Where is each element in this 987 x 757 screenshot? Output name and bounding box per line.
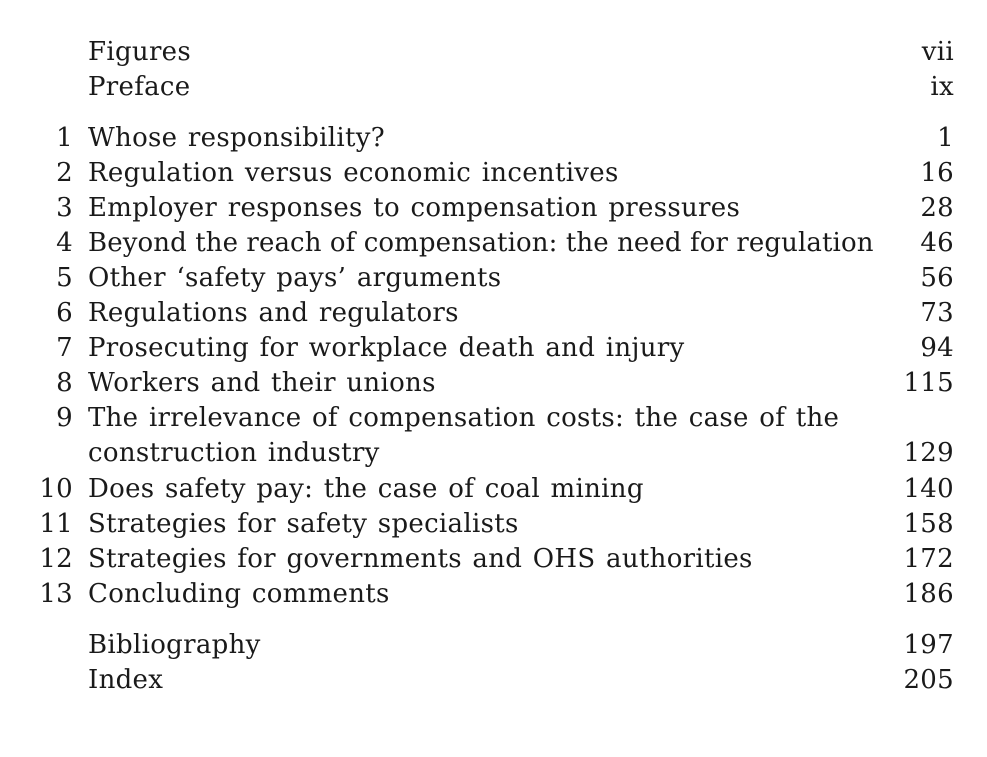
chapter-title-line-1: The irrelevance of compensation costs: the case of the (88, 403, 840, 433)
toc-chapter-3 (0, 191, 987, 226)
chapter-page: 186 (903, 579, 954, 609)
chapter-title: Regulations and regulators (88, 298, 459, 328)
chapter-number: 6 (56, 298, 73, 328)
toc-entry-title: Preface (88, 72, 191, 102)
toc-chapter-12 (0, 542, 987, 577)
chapter-page: 1 (937, 123, 954, 153)
toc-entry-preface (0, 70, 987, 105)
chapter-page: 158 (903, 509, 954, 539)
toc-chapter-11 (0, 507, 987, 542)
toc-chapter-8 (0, 366, 987, 401)
chapter-number: 7 (56, 333, 73, 363)
chapter-number: 11 (39, 509, 73, 539)
chapter-page: 16 (920, 158, 954, 188)
chapter-number: 1 (56, 123, 73, 153)
chapter-page: 140 (903, 474, 954, 504)
chapter-title: Concluding comments (88, 579, 390, 609)
chapter-number: 4 (56, 228, 73, 258)
toc-chapter-13 (0, 577, 987, 612)
toc-entry-title: Figures (88, 37, 192, 67)
chapter-number: 3 (56, 193, 73, 223)
toc-chapter-7 (0, 331, 987, 366)
chapter-title: Prosecuting for workplace death and injury (88, 333, 685, 363)
toc-entry-page: 197 (903, 630, 954, 660)
chapter-number: 8 (56, 368, 73, 398)
chapter-title: Whose responsibility? (88, 123, 385, 153)
chapter-title: Employer responses to compensation pressures (88, 193, 741, 223)
chapter-title: Beyond the reach of compensation: the need for regulation (88, 228, 874, 258)
chapter-number: 2 (56, 158, 73, 188)
chapter-title: Regulation versus economic incentives (88, 158, 619, 188)
toc-entry-title: Bibliography (88, 630, 261, 660)
chapter-number: 9 (56, 403, 73, 433)
toc-entry-page: 205 (903, 665, 954, 695)
toc-entry-index (0, 663, 987, 698)
toc-chapter-10 (0, 472, 987, 507)
toc-entry-figures (0, 35, 987, 70)
chapter-title-line-2: construction industry (88, 438, 380, 468)
toc-entry-page: vii (921, 37, 954, 67)
toc-chapter-4 (0, 226, 987, 261)
chapter-page: 115 (903, 368, 954, 398)
chapter-title: Does safety pay: the case of coal mining (88, 474, 644, 504)
chapter-page: 94 (920, 333, 954, 363)
toc-entry-title: Index (88, 665, 164, 695)
chapter-page: 46 (920, 228, 954, 258)
toc-chapter-5 (0, 261, 987, 296)
chapter-title: Workers and their unions (88, 368, 436, 398)
toc-chapter-1 (0, 121, 987, 156)
chapter-title: Strategies for governments and OHS authorities (88, 544, 753, 574)
chapter-title: Strategies for safety specialists (88, 509, 519, 539)
chapter-page: 129 (903, 438, 954, 468)
toc-entry-bibliography (0, 628, 987, 663)
toc-chapter-9 (0, 401, 987, 471)
toc-chapter-2 (0, 156, 987, 191)
chapter-page: 28 (920, 193, 954, 223)
chapter-number: 12 (39, 544, 73, 574)
chapter-number: 5 (56, 263, 73, 293)
chapter-number: 13 (39, 579, 73, 609)
chapter-page: 172 (903, 544, 954, 574)
chapter-title: Other ‘safety pays’ arguments (88, 263, 502, 293)
chapter-number: 10 (39, 474, 73, 504)
toc-entry-page: ix (930, 72, 954, 102)
chapter-page: 73 (920, 298, 954, 328)
chapter-page: 56 (920, 263, 954, 293)
toc-chapter-6 (0, 296, 987, 331)
